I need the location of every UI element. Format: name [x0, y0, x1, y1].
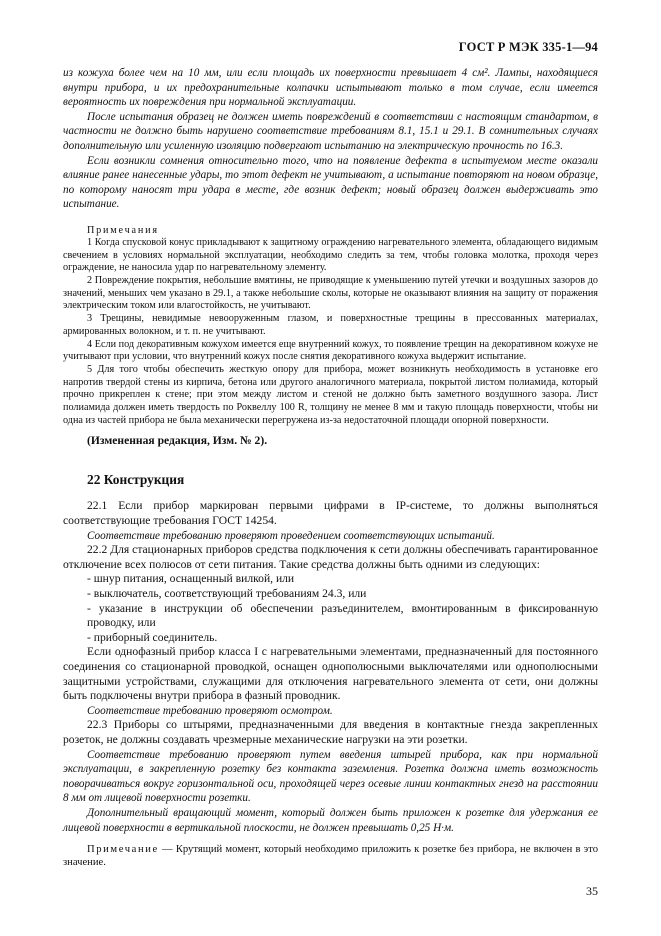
note-item-2: 2 Повреждение покрытия, небольшие вмятины, не приводящие к уменьшению путей утечки и воздушных зазоров до значений, меньших чем указано в 29.1, а также небольшие сколы, которые не оказывают влияния на защиту от поражения электрическим током или влагостойкость, не учитывают. — [63, 275, 598, 312]
list-item: - выключатель, соответствующий требованиям 24.3, или — [87, 587, 367, 601]
notes-title: Примечания — [87, 224, 159, 236]
page-content — [63, 66, 598, 870]
clause-22-3: 22.3 Приборы со штырями, предназначенными для введения в контактные гнезда закрепленных розеток, не должны создавать чрезмерные механические нагрузки на эти розетки. — [63, 718, 598, 746]
amendment-note: (Измененная редакция, Изм. № 2). — [87, 434, 268, 448]
intro-paragraph-1: из кожуха более чем на 10 мм, или если площадь их поверхности превышает 4 см². Лампы, находящиеся внутри прибора, и их предохранительные колпачки испытывают только в том случае, если имеется вероятность их повреждения при нормальной эксплуатации. — [63, 67, 598, 109]
note-item-5: 5 Для того чтобы обеспечить жесткую опору для прибора, может возникнуть необходимость в установке его напротив твердой стены из кирпича, бетона или другого аналогичного материала, покрытой листом полиамида, который прочно прикреплен к стене; при этом между листом и стеной не должно быть заметного воздушного зазора. Лист полиамида должен иметь твердость по Роквеллу 100 R, толщину не менее 8 мм и такую площадь поверхности, чтобы ни одна из частей прибора не была механически перегружена из-за недостаточной площади опорной поверхности. — [63, 363, 598, 426]
clause-22-3-torque: Дополнительный вращающий момент, который должен быть приложен к розетке для удержания ее лицевой поверхности в вертикальной плоскости, не должен превышать 0,25 Н·м. — [63, 806, 598, 834]
clause-22-2-check: Соответствие требованию проверяют осмотром. — [87, 704, 333, 717]
list-item: - приборный соединитель. — [87, 630, 218, 644]
final-note — [63, 843, 598, 869]
page-number: 35 — [586, 884, 598, 898]
list-item: - шнур питания, оснащенный вилкой, или — [87, 572, 295, 586]
section-title: 22 Конструкция — [87, 472, 185, 488]
note-item-3: 3 Трещины, невидимые невооруженным глазом, и поверхностные трещины в прессованных материалах, армированных волокном, и т. п. не учитывают. — [63, 313, 598, 337]
clause-22-2: 22.2 Для стационарных приборов средства подключения к сети должны обеспечивать гарантированное отключение всех полюсов от сети питания. Такие средства должны быть одними из следующих: — [63, 543, 598, 571]
intro-paragraph-3: Если возникли сомнения относительно того, что на появление дефекта в испытуемом месте оказали влияние ранее нанесенные удары, то этот дефект не учитывают, а испытание повторяют на новом образце, по которому наносят три удара в месте, где возник дефект; новый образец должен выдерживать это испытание. — [63, 154, 598, 211]
clause-22-2-continuation: Если однофазный прибор класса I с нагревательными элементами, предназначенный для постоянного соединения со стационарной проводкой, оснащен однополюсными выключателями или однополюсными защитными устройствами, служащими для отключения нагревательного элемента от сети, они должны быть подключены внутри прибора в фазный проводник. — [63, 645, 598, 703]
intro-paragraph-2: После испытания образец не должен иметь повреждений в соответствии с настоящим стандартом, в частности не должно быть нарушено соответствие требованиям 8.1, 15.1 и 29.1. В сомнительных случаях дополнительную или усиленную изоляцию подвергают испытанию на электрическую прочность по 16.3. — [63, 110, 598, 152]
note-item-4: 4 Если под декоративным кожухом имеется еще внутренний кожух, то появление трещин на декоративном кожухе не учитывают при условии, что внутренний кожух после снятия декоративного кожуха выдержит испытание. — [63, 338, 598, 363]
final-note-label: Примечание — [87, 844, 159, 856]
clause-22-1-check: Соответствие требованию проверяют проведением соответствующих испытаний. — [87, 529, 495, 542]
clause-22-3-check: Соответствие требованию проверяют путем введения штырей прибора, как при нормальной эксплуатации, в закрепленную розетку без контакта заземления. Розетка должна иметь возможность поворачиваться вокруг горизонтальной оси, проходящей через осевые линии контактных гнезд на расстоянии 8 мм от лицевой поверхности розетки. — [63, 748, 598, 805]
final-note-text: — Крутящий момент, который необходимо приложить к розетке без прибора, не включен в это значение. — [63, 844, 598, 869]
standard-header: ГОСТ Р МЭК 335-1—94 — [458, 40, 598, 54]
clause-22-1: 22.1 Если прибор маркирован первыми цифрами в IP-системе, то должны выполняться соответствующие требования ГОСТ 14254. — [63, 499, 598, 528]
note-item-1: 1 Когда спусковой конус прикладывают к защитному ограждению нагревательного элемента, обладающего видимым свечением в условиях нормальной эксплуатации, необходимо следить за тем, чтобы головка молотка, проходя через ограждение, не наносила удар по нагревательному элементу. — [63, 236, 598, 274]
list-item: - указание в инструкции об обеспечении разъединителем, вмонтированным в фиксированную проводку, или — [87, 601, 598, 630]
